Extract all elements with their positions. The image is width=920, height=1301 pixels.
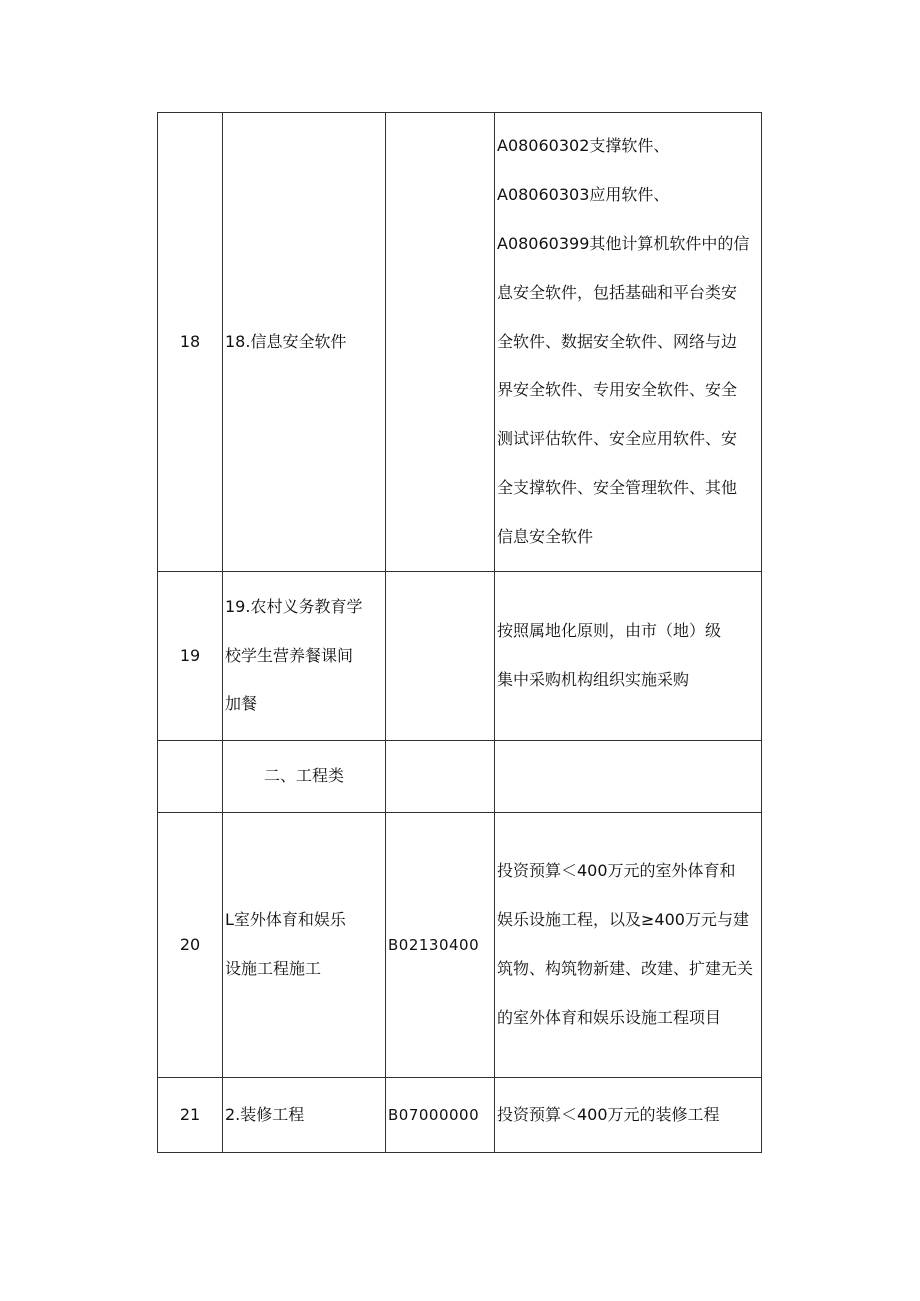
row-number: 20: [158, 813, 223, 1078]
item-name: L室外体育和娱乐 设施工程施工: [223, 813, 386, 1078]
item-code: B07000000: [386, 1078, 495, 1153]
item-description: A08060302支撑软件、 A08060303应用软件、 A08060399其他计算机软件中的信 息安全软件，包括基础和平台类安 全软件、数据安全软件、网络与边 界安全软件、专用安全软件、安全 测试评估软件、安全应用软件、安 全支撑软件、安全管理软件、其他 信息安全软件: [495, 113, 762, 572]
item-code: B02130400: [386, 813, 495, 1078]
row-number: 19: [158, 572, 223, 741]
section-empty-cell: [158, 741, 223, 813]
item-code: [386, 113, 495, 572]
item-description: 投资预算＜400万元的装修工程: [495, 1078, 762, 1153]
row-number: 21: [158, 1078, 223, 1153]
item-description: 投资预算＜400万元的室外体育和 娱乐设施工程，以及≥400万元与建 筑物、构筑物新建、改建、扩建无关 的室外体育和娱乐设施工程项目: [495, 813, 762, 1078]
item-name: 2.装修工程: [223, 1078, 386, 1153]
section-title: 二、工程类: [223, 741, 386, 813]
table-row: [158, 813, 762, 1078]
item-code: [386, 572, 495, 741]
section-empty-cell: [386, 741, 495, 813]
table-row: [158, 572, 762, 741]
item-description: 按照属地化原则，由市（地）级 集中采购机构组织实施采购: [495, 572, 762, 741]
row-number: 18: [158, 113, 223, 572]
item-name: 18.信息安全软件: [223, 113, 386, 572]
table-row: [158, 1078, 762, 1153]
section-row: [158, 741, 762, 813]
section-empty-cell: [495, 741, 762, 813]
procurement-table: [157, 112, 762, 1153]
item-name: 19.农村义务教育学 校学生营养餐课间 加餐: [223, 572, 386, 741]
table-row: [158, 113, 762, 572]
